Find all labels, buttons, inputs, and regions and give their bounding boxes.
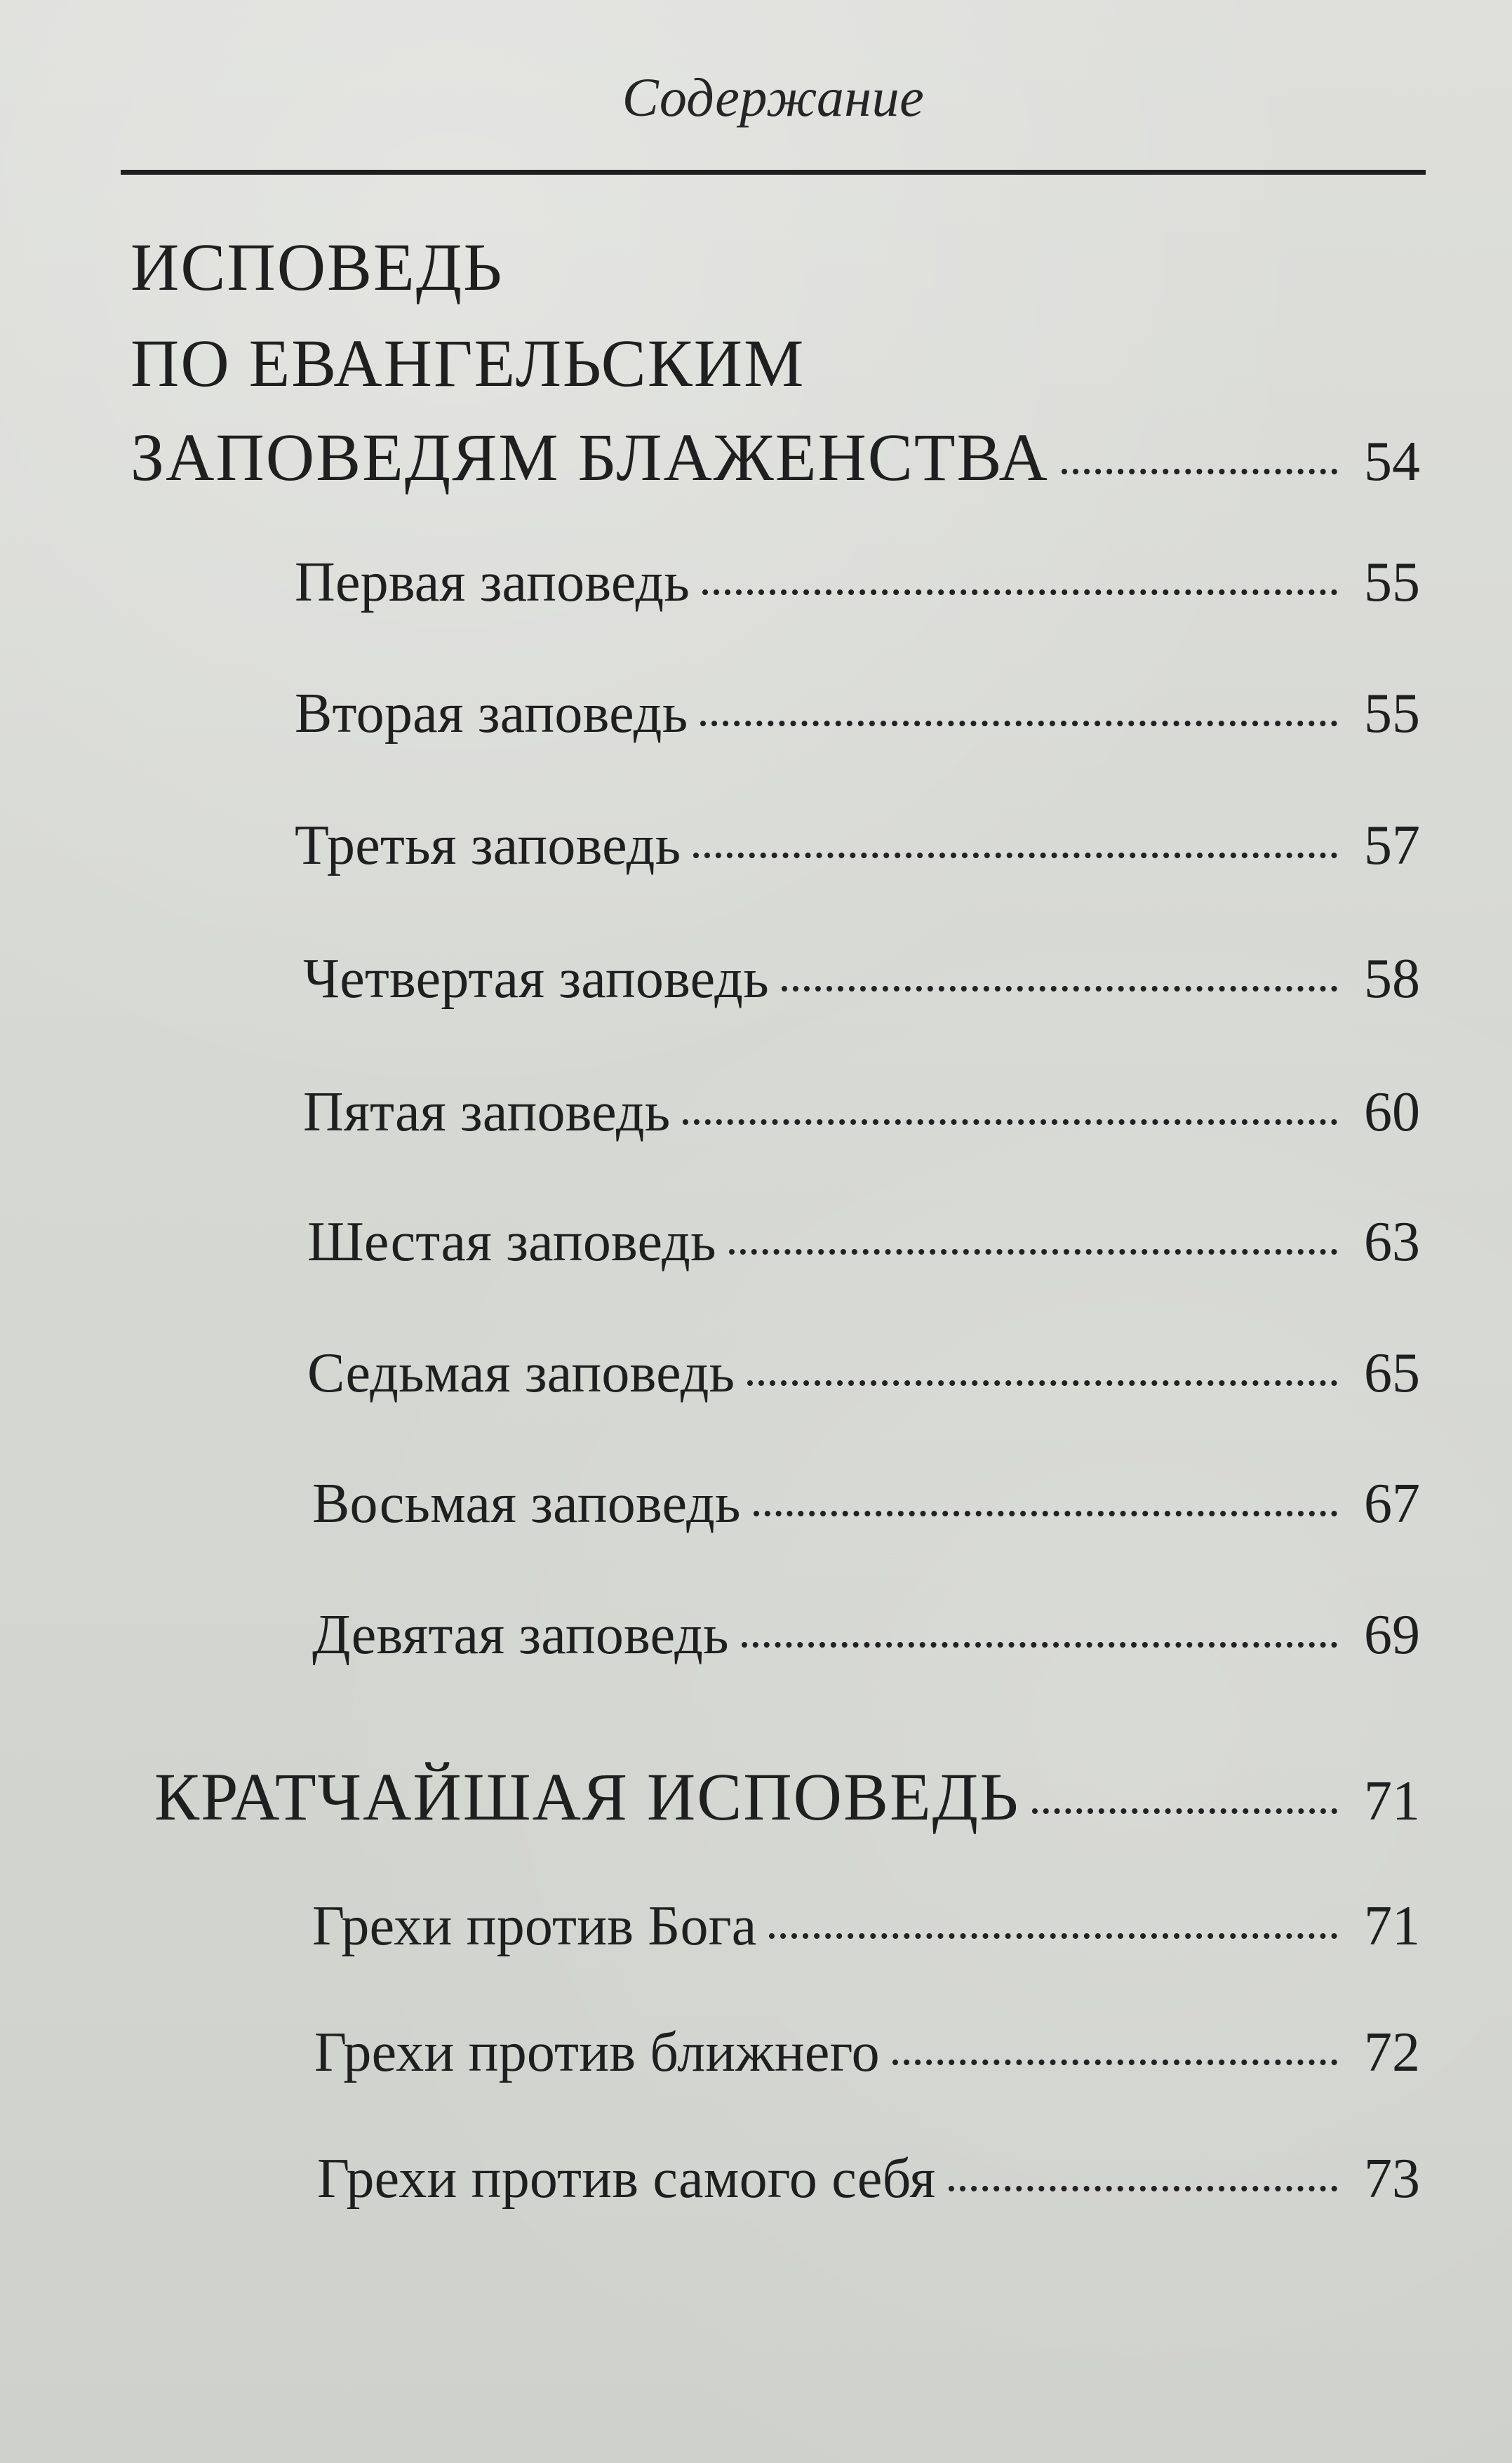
toc-page-number: 71 <box>1364 1770 1420 1832</box>
toc-leader-dots <box>769 1933 1337 1939</box>
toc-leader-dots <box>702 589 1337 595</box>
toc-page-number: 67 <box>1364 1473 1420 1535</box>
toc-leader-dots <box>729 1249 1337 1255</box>
toc-entry-seventh <box>307 1342 1420 1406</box>
toc-entry-eighth <box>312 1472 1420 1536</box>
running-title: Содержание <box>622 67 925 128</box>
toc-entry-title: Вторая заповедь <box>295 683 688 745</box>
toc-leader-dots <box>949 2186 1337 2191</box>
toc-entry-title: Седьмая заповедь <box>307 1342 735 1404</box>
toc-entry-title: КРАТЧАЙШАЯ ИСПОВЕДЬ <box>154 1759 1020 1834</box>
toc-leader-dots <box>700 721 1337 726</box>
toc-entry-sins-against-god <box>312 1895 1420 1958</box>
toc-entry-sins-against-neighbor <box>314 2021 1420 2085</box>
toc-entry-title: Шестая заповедь <box>307 1211 716 1273</box>
toc-page-number: 71 <box>1364 1895 1420 1957</box>
toc-page-number: 54 <box>1364 431 1420 493</box>
toc-entry-fourth <box>303 947 1420 1011</box>
toc-entry-title: ЗАПОВЕДЯМ БЛАЖЕНСТВА <box>131 420 1049 495</box>
toc-entry-title: Первая заповедь <box>295 552 690 613</box>
toc-leader-dots <box>693 853 1337 858</box>
toc-leader-dots <box>754 1511 1337 1516</box>
toc-entry-sixth <box>307 1210 1420 1274</box>
toc-entry-first <box>295 551 1420 615</box>
toc-entry-title: Грехи против Бога <box>312 1895 757 1957</box>
toc-leader-dots <box>892 2060 1337 2065</box>
toc-entry-second <box>295 682 1420 746</box>
toc-entry-third <box>295 814 1420 878</box>
toc-page-number: 65 <box>1364 1342 1420 1404</box>
toc-entry-title: Четвертая заповедь <box>303 948 769 1010</box>
toc-entry-title: Восьмая заповедь <box>312 1473 741 1535</box>
toc-leader-dots <box>1032 1808 1337 1814</box>
section-one-title-line-1: ИСПОВЕДЬ <box>131 229 504 305</box>
toc-entry-title: Третья заповедь <box>295 815 681 876</box>
toc-leader-dots <box>747 1380 1337 1386</box>
toc-entry-section-one <box>131 418 1420 496</box>
toc-leader-dots <box>742 1642 1337 1648</box>
toc-entry-title: Пятая заповедь <box>303 1081 671 1143</box>
toc-page-number: 60 <box>1364 1081 1420 1143</box>
toc-entry-title: Девятая заповедь <box>312 1604 729 1666</box>
toc-page-number: 73 <box>1364 2148 1420 2210</box>
toc-page-number: 72 <box>1364 2022 1420 2083</box>
toc-entry-section-two <box>154 1758 1420 1836</box>
toc-page-number: 55 <box>1364 683 1420 745</box>
toc-page-number: 58 <box>1364 948 1420 1010</box>
toc-page-number: 55 <box>1364 552 1420 613</box>
toc-entry-title: Грехи против самого себя <box>317 2148 936 2210</box>
header-rule <box>121 170 1426 175</box>
toc-entry-title: Грехи против ближнего <box>314 2022 880 2083</box>
toc-page-number: 57 <box>1364 815 1420 876</box>
section-one-title-line-2: ПО ЕВАНГЕЛЬСКИМ <box>131 326 805 401</box>
toc-leader-dots <box>1062 469 1337 474</box>
toc-entry-fifth <box>303 1081 1420 1144</box>
toc-leader-dots <box>683 1119 1337 1125</box>
toc-leader-dots <box>782 986 1337 992</box>
toc-entry-sins-against-self <box>317 2147 1420 2211</box>
toc-page-number: 63 <box>1364 1211 1420 1273</box>
toc-entry-ninth <box>312 1603 1420 1667</box>
toc-page-number: 69 <box>1364 1604 1420 1666</box>
